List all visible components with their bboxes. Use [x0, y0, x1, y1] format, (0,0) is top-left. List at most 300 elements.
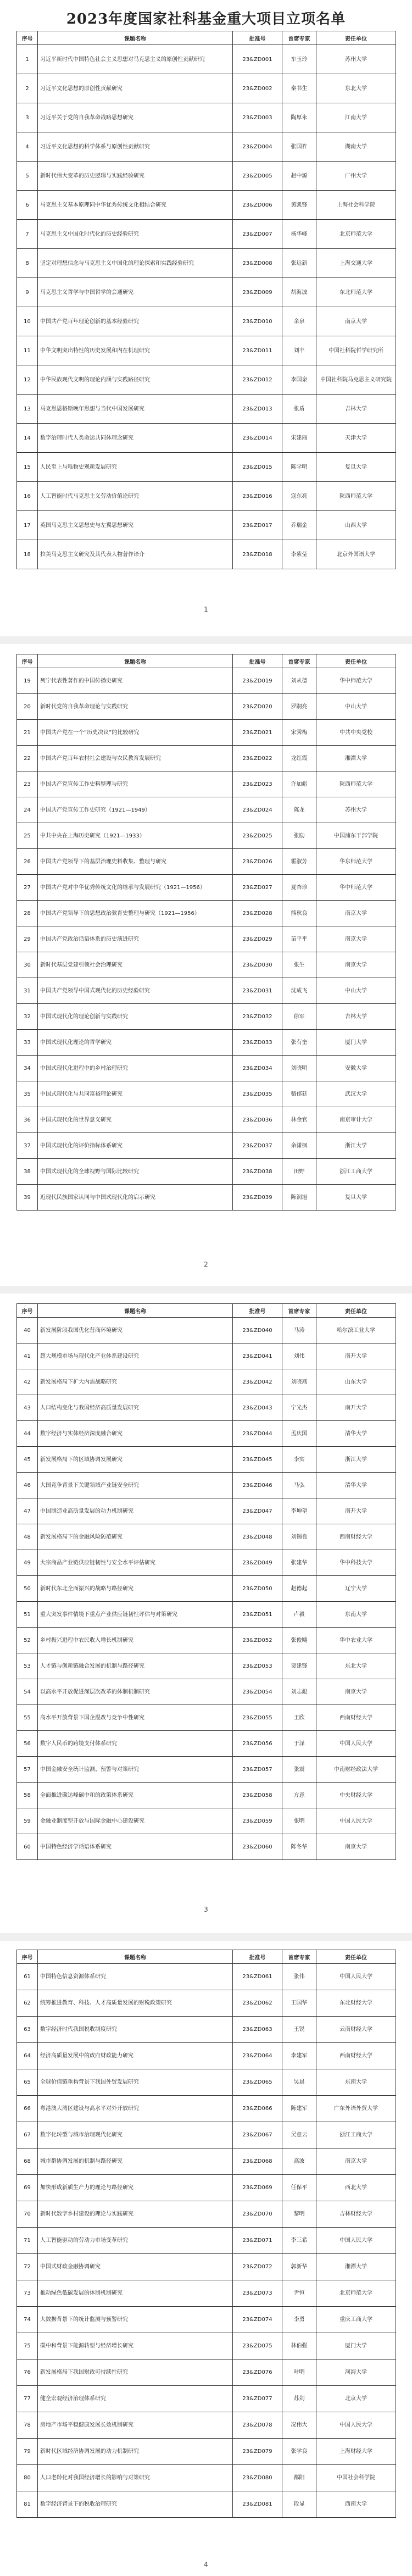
table-row	[17, 365, 396, 395]
table-row	[17, 2043, 396, 2069]
chief-expert: 吴意云	[282, 2122, 316, 2148]
approval-number: 23&ZD031	[233, 978, 282, 1004]
row-index: 58	[17, 1783, 38, 1808]
institution: 复旦大学	[316, 1185, 396, 1211]
chief-expert: 宋霁梅	[282, 720, 316, 746]
chief-expert: 乔瑞金	[282, 511, 316, 540]
institution: 安徽大学	[316, 1056, 396, 1081]
institution: 中国人民大学	[316, 2228, 396, 2254]
institution: 东北大学	[316, 1653, 396, 1679]
approval-number: 23&ZD026	[233, 849, 282, 875]
table-row	[17, 395, 396, 424]
project-title: 以高水平开放促进深层次改革的体制机制研究	[38, 1679, 233, 1705]
chief-expert: 张明	[282, 1808, 316, 1834]
approval-number: 23&ZD040	[233, 1318, 282, 1343]
institution: 湘潭大学	[316, 746, 396, 771]
chief-expert: 胡海波	[282, 278, 316, 307]
page-number: 1	[204, 606, 208, 613]
institution: 东北财经大学	[316, 1990, 396, 2017]
table-row	[17, 1808, 396, 1834]
approval-number: 23&ZD027	[233, 875, 282, 901]
chief-expert: 高波	[282, 2148, 316, 2175]
chief-expert: 苗平平	[282, 926, 316, 952]
chief-expert: 陈建军	[282, 2096, 316, 2122]
approval-number: 23&ZD025	[233, 823, 282, 849]
project-title: 新发展格局下扩大内需战略研究	[38, 1369, 233, 1395]
table-row	[17, 2122, 396, 2148]
chief-expert: 李坤望	[282, 1498, 316, 1524]
row-index: 64	[17, 2043, 38, 2069]
column-header: 责任单位	[316, 31, 396, 45]
project-title: 中华民族现代文明的理论内涵与实践路径研究	[38, 365, 233, 395]
project-title: 马克思主义基本原理同中华优秀传统文化相结合研究	[38, 191, 233, 220]
approval-number: 23&ZD056	[233, 1731, 282, 1757]
column-header: 责任单位	[316, 1304, 396, 1318]
row-index: 35	[17, 1081, 38, 1107]
table-row	[17, 1081, 396, 1107]
row-index: 22	[17, 746, 38, 771]
chief-expert: 余泉	[282, 307, 316, 336]
approval-number: 23&ZD062	[233, 1990, 282, 2017]
approval-number: 23&ZD018	[233, 540, 282, 569]
table-row	[17, 1159, 396, 1185]
chief-expert: 李紫莹	[282, 540, 316, 569]
chief-expert: 王国华	[282, 1990, 316, 2017]
approval-number: 23&ZD013	[233, 395, 282, 424]
table-row	[17, 1731, 396, 1757]
chief-expert: 刘丰	[282, 336, 316, 365]
institution: 浙江大学	[316, 1447, 396, 1473]
project-title: 全面推进碳达峰碳中和的政策体系研究	[38, 1783, 233, 1808]
approval-number: 23&ZD081	[233, 2491, 282, 2518]
approval-number: 23&ZD064	[233, 2043, 282, 2069]
institution: 华中师范大学	[316, 875, 396, 901]
approval-number: 23&ZD046	[233, 1473, 282, 1498]
project-title: 数字经济与实体经济深度融合研究	[38, 1421, 233, 1447]
row-index: 26	[17, 849, 38, 875]
project-title: 数字化转型与城市治理现代化研究	[38, 2122, 233, 2148]
institution: 浙江工商大学	[316, 2122, 396, 2148]
institution: 西南财经大学	[316, 2043, 396, 2069]
table-row	[17, 2148, 396, 2175]
project-title: 人工智能驱动的劳动力市场变革研究	[38, 2228, 233, 2254]
table-row	[17, 1990, 396, 2017]
project-title: 数字经济背景下的税收治理研究	[38, 2491, 233, 2518]
approval-number: 23&ZD052	[233, 1628, 282, 1653]
institution: 陕西师范大学	[316, 482, 396, 511]
row-index: 57	[17, 1757, 38, 1783]
approval-number: 23&ZD007	[233, 220, 282, 249]
approval-number: 23&ZD003	[233, 103, 282, 132]
row-index: 70	[17, 2201, 38, 2228]
row-index: 29	[17, 926, 38, 952]
chief-expert: 赵德起	[282, 1576, 316, 1602]
chief-expert: 寇东亮	[282, 482, 316, 511]
institution: 东北大学	[316, 74, 396, 103]
chief-expert: 吴晨	[282, 2069, 316, 2096]
approval-number: 23&ZD061	[233, 1964, 282, 1990]
chief-expert: 张励	[282, 823, 316, 849]
row-index: 75	[17, 2333, 38, 2360]
chief-expert: 张盾	[282, 395, 316, 424]
row-index: 55	[17, 1705, 38, 1731]
institution: 中共中央党校	[316, 720, 396, 746]
approval-number: 23&ZD020	[233, 694, 282, 720]
column-header: 责任单位	[316, 654, 396, 668]
column-header: 责任单位	[316, 1950, 396, 1964]
project-title: 数字治理时代人类命运共同体理念研究	[38, 424, 233, 453]
project-title: 新时代党的自我革命理论与实践研究	[38, 694, 233, 720]
table-row	[17, 1576, 396, 1602]
approval-number: 23&ZD063	[233, 2017, 282, 2043]
chief-expert: 刘志彪	[282, 1679, 316, 1705]
page-number: 4	[204, 2561, 208, 2568]
chief-expert: 黄凯锋	[282, 191, 316, 220]
institution: 华中农业大学	[316, 1628, 396, 1653]
institution: 华中科技大学	[316, 1550, 396, 1576]
institution: 中国人民大学	[316, 1808, 396, 1834]
project-title: 中国共产党百年农村社会建设与农民教育发展研究	[38, 746, 233, 771]
table-page-4	[16, 1950, 396, 2518]
table-row	[17, 2307, 396, 2333]
table-page-1	[16, 31, 396, 569]
institution: 南京大学	[316, 901, 396, 926]
row-index: 2	[17, 74, 38, 103]
institution: 吉林大学	[316, 1004, 396, 1030]
chief-expert: 熊秋良	[282, 901, 316, 926]
table-row	[17, 797, 396, 823]
table-row	[17, 249, 396, 278]
approval-number: 23&ZD023	[233, 771, 282, 797]
approval-number: 23&ZD028	[233, 901, 282, 926]
table-row	[17, 1524, 396, 1550]
institution: 云南财经大学	[316, 2017, 396, 2043]
project-title: 中国共产党对中华优秀传统文化的继承与发展研究（1921—1956）	[38, 875, 233, 901]
page-number: 2	[204, 1261, 208, 1268]
institution: 广东外语外贸大学	[316, 2096, 396, 2122]
approval-number: 23&ZD065	[233, 2069, 282, 2096]
table-row	[17, 162, 396, 191]
table-row	[17, 1964, 396, 1990]
approval-number: 23&ZD037	[233, 1133, 282, 1159]
approval-number: 23&ZD005	[233, 162, 282, 191]
table-row	[17, 278, 396, 307]
project-title: 中国式现代化的评价指标体系研究	[38, 1133, 233, 1159]
table-header-row	[17, 654, 396, 668]
row-index: 46	[17, 1473, 38, 1498]
chief-expert: 孟庆国	[282, 1421, 316, 1447]
row-index: 23	[17, 771, 38, 797]
row-index: 40	[17, 1318, 38, 1343]
project-title: 全球价值链重构背景下我国外贸发展研究	[38, 2069, 233, 2096]
chief-expert: 李国泉	[282, 365, 316, 395]
table-header-row	[17, 1950, 396, 1964]
table-row	[17, 1133, 396, 1159]
approval-number: 23&ZD017	[233, 511, 282, 540]
table-row	[17, 2280, 396, 2307]
chief-expert: 马涛	[282, 1318, 316, 1343]
table-row	[17, 132, 396, 162]
approval-number: 23&ZD012	[233, 365, 282, 395]
table-row	[17, 2175, 396, 2201]
project-table	[16, 654, 396, 1211]
institution: 中国人民大学	[316, 1964, 396, 1990]
project-title: 习近平关于党的自我革命战略思想研究	[38, 103, 233, 132]
chief-expert: 陶厚永	[282, 103, 316, 132]
institution: 中山大学	[316, 694, 396, 720]
chief-expert: 刘晓明	[282, 1056, 316, 1081]
chief-expert: 余潇枫	[282, 1133, 316, 1159]
institution: 南开大学	[316, 1395, 396, 1421]
table-row	[17, 511, 396, 540]
chief-expert: 况伟大	[282, 2412, 316, 2439]
institution: 西南财经大学	[316, 1705, 396, 1731]
row-index: 41	[17, 1343, 38, 1369]
institution: 武汉大学	[316, 1081, 396, 1107]
column-header: 首席专家	[282, 31, 316, 45]
table-row	[17, 875, 396, 901]
row-index: 62	[17, 1990, 38, 2017]
row-index: 45	[17, 1447, 38, 1473]
page-number: 3	[204, 1906, 208, 1913]
institution: 北京师范大学	[316, 220, 396, 249]
project-title: 中国式现代化的理论创新与实践研究	[38, 1004, 233, 1030]
project-title: 大宗商品产业链供应链韧性与安全水平评估研究	[38, 1550, 233, 1576]
row-index: 71	[17, 2228, 38, 2254]
column-header: 课题名称	[38, 654, 233, 668]
row-index: 47	[17, 1498, 38, 1524]
project-title: 高水平开放背景下国企混改与竞争中性研究	[38, 1705, 233, 1731]
approval-number: 23&ZD039	[233, 1185, 282, 1211]
project-title: 大国竞争背景下关键领域产业链安全研究	[38, 1473, 233, 1498]
column-header: 序号	[17, 1950, 38, 1964]
project-title: 中国共产党宣传工作史研究（1921—1949）	[38, 797, 233, 823]
approval-number: 23&ZD029	[233, 926, 282, 952]
project-title: 新时代数字乡村建设的理论与实践研究	[38, 2201, 233, 2228]
table-row	[17, 1757, 396, 1783]
row-index: 76	[17, 2360, 38, 2386]
row-index: 53	[17, 1653, 38, 1679]
approval-number: 23&ZD055	[233, 1705, 282, 1731]
chief-expert: 罗嗣亮	[282, 694, 316, 720]
row-index: 10	[17, 307, 38, 336]
table-row	[17, 771, 396, 797]
row-index: 77	[17, 2386, 38, 2412]
project-table	[16, 31, 396, 569]
project-title: 习近平文化思想的原创性贡献研究	[38, 74, 233, 103]
table-row	[17, 74, 396, 103]
project-title: 中国制造业高质量发展的动力机制研究	[38, 1498, 233, 1524]
table-row	[17, 2069, 396, 2096]
column-header: 课题名称	[38, 1950, 233, 1964]
project-table	[16, 1303, 396, 1860]
approval-number: 23&ZD070	[233, 2201, 282, 2228]
row-index: 27	[17, 875, 38, 901]
institution: 南京大学	[316, 2148, 396, 2175]
chief-expert: 苏剑	[282, 2386, 316, 2412]
chief-expert: 任保平	[282, 2175, 316, 2201]
project-title: 中国特色经济学话语体系研究	[38, 1834, 233, 1860]
table-row	[17, 1498, 396, 1524]
project-title: 统筹推进教育、科技、人才高质量发展的财税政策研究	[38, 1990, 233, 2017]
approval-number: 23&ZD053	[233, 1653, 282, 1679]
institution: 中央财经大学	[316, 1783, 396, 1808]
chief-expert: 陈学明	[282, 453, 316, 482]
chief-expert: 陈冬华	[282, 1834, 316, 1860]
project-title: 重大突发事件情境下重点产业供应链韧性评估与对策研究	[38, 1602, 233, 1628]
column-header: 批准号	[233, 31, 282, 45]
table-row	[17, 1056, 396, 1081]
institution: 中国社会科学院	[316, 2465, 396, 2491]
institution: 华中师范大学	[316, 668, 396, 694]
project-title: 新时代伟大变革的历史逻辑与实践经验研究	[38, 162, 233, 191]
row-index: 7	[17, 220, 38, 249]
chief-expert: 许加彪	[282, 771, 316, 797]
institution: 东南大学	[316, 2069, 396, 2096]
row-index: 69	[17, 2175, 38, 2201]
table-row	[17, 694, 396, 720]
chief-expert: 方意	[282, 1783, 316, 1808]
chief-expert: 张建华	[282, 1550, 316, 1576]
column-header: 课题名称	[38, 1304, 233, 1318]
institution: 中国人民大学	[316, 2412, 396, 2439]
row-index: 6	[17, 191, 38, 220]
row-index: 39	[17, 1185, 38, 1211]
row-index: 36	[17, 1107, 38, 1133]
project-title: 人口老龄化对我国经济增长的影响与对策研究	[38, 2465, 233, 2491]
project-title: 中国金融安全统计监测、预警与对策研究	[38, 1757, 233, 1783]
table-row	[17, 2254, 396, 2280]
project-title: 习近平文化思想的科学体系与原创性贡献研究	[38, 132, 233, 162]
institution: 南京大学	[316, 1679, 396, 1705]
approval-number: 23&ZD035	[233, 1081, 282, 1107]
chief-expert: 刘晓燕	[282, 1369, 316, 1395]
chief-expert: 都阳	[282, 2465, 316, 2491]
institution: 山东大学	[316, 1369, 396, 1395]
institution: 天津大学	[316, 424, 396, 453]
approval-number: 23&ZD048	[233, 1524, 282, 1550]
table-row	[17, 1653, 396, 1679]
institution: 清华大学	[316, 1421, 396, 1447]
project-title: 城市群协调发展的机制与路径研究	[38, 2148, 233, 2175]
project-title: 中国式现代化的全球视野与国际比较研究	[38, 1159, 233, 1185]
project-title: 大数据背景下的统计监测与预警研究	[38, 2307, 233, 2333]
column-header: 批准号	[233, 1304, 282, 1318]
table-header-row	[17, 31, 396, 45]
row-index: 32	[17, 1004, 38, 1030]
row-index: 20	[17, 694, 38, 720]
row-index: 25	[17, 823, 38, 849]
row-index: 81	[17, 2491, 38, 2518]
row-index: 8	[17, 249, 38, 278]
project-title: 新发展阶段我国优化营商环境研究	[38, 1318, 233, 1343]
chief-expert: 刘从德	[282, 668, 316, 694]
institution: 北京外国语大学	[316, 540, 396, 569]
chief-expert: 李实	[282, 1447, 316, 1473]
approval-number: 23&ZD001	[233, 45, 282, 74]
column-header: 序号	[17, 1304, 38, 1318]
project-title: 新时代基层党建引领社会治理研究	[38, 952, 233, 978]
chief-expert: 尹恒	[282, 2280, 316, 2307]
institution: 南京大学	[316, 926, 396, 952]
chief-expert: 于泽	[282, 1731, 316, 1757]
row-index: 18	[17, 540, 38, 569]
row-index: 3	[17, 103, 38, 132]
column-header: 课题名称	[38, 31, 233, 45]
project-title: 超大规模市场与现代化产业体系建设研究	[38, 1343, 233, 1369]
approval-number: 23&ZD069	[233, 2175, 282, 2201]
chief-expert: 张俊飚	[282, 1628, 316, 1653]
row-index: 67	[17, 2122, 38, 2148]
chief-expert: 林金官	[282, 1107, 316, 1133]
chief-expert: 霍淑芳	[282, 849, 316, 875]
approval-number: 23&ZD024	[233, 797, 282, 823]
institution: 上海交通大学	[316, 249, 396, 278]
row-index: 14	[17, 424, 38, 453]
chief-expert: 沈成飞	[282, 978, 316, 1004]
table-row	[17, 2360, 396, 2386]
project-title: 中国式现代化理论的哲学研究	[38, 1030, 233, 1056]
chief-expert: 徐军	[282, 1004, 316, 1030]
chief-expert: 秦书生	[282, 74, 316, 103]
table-row	[17, 1705, 396, 1731]
approval-number: 23&ZD011	[233, 336, 282, 365]
chief-expert: 宋建丽	[282, 424, 316, 453]
project-title: 粤港澳大湾区建设与高水平对外开放研究	[38, 2096, 233, 2122]
row-index: 34	[17, 1056, 38, 1081]
chief-expert: 刘伟	[282, 1343, 316, 1369]
row-index: 30	[17, 952, 38, 978]
approval-number: 23&ZD058	[233, 1783, 282, 1808]
table-row	[17, 1318, 396, 1343]
chief-expert: 陈龙	[282, 797, 316, 823]
approval-number: 23&ZD073	[233, 2280, 282, 2307]
row-index: 43	[17, 1395, 38, 1421]
row-index: 19	[17, 668, 38, 694]
row-index: 42	[17, 1369, 38, 1395]
row-index: 78	[17, 2412, 38, 2439]
table-row	[17, 1447, 396, 1473]
table-row	[17, 482, 396, 511]
table-row	[17, 1628, 396, 1653]
institution: 中山大学	[316, 978, 396, 1004]
table-row	[17, 1107, 396, 1133]
institution: 吉林大学	[316, 395, 396, 424]
project-title: 新发展格局下的金融风险防范研究	[38, 1524, 233, 1550]
table-row	[17, 668, 396, 694]
table-row	[17, 746, 396, 771]
approval-number: 23&ZD077	[233, 2386, 282, 2412]
table-row	[17, 540, 396, 569]
table-row	[17, 2017, 396, 2043]
project-title: 马克思主义中国化时代化的历史经验研究	[38, 220, 233, 249]
table-row	[17, 978, 396, 1004]
approval-number: 23&ZD016	[233, 482, 282, 511]
institution: 苏州大学	[316, 797, 396, 823]
row-index: 28	[17, 901, 38, 926]
approval-number: 23&ZD049	[233, 1550, 282, 1576]
approval-number: 23&ZD008	[233, 249, 282, 278]
table-page-2	[16, 654, 396, 1211]
table-row	[17, 2333, 396, 2360]
chief-expert: 车玉玲	[282, 45, 316, 74]
project-title: 金融业制度型开放与国际金融中心建设研究	[38, 1808, 233, 1834]
chief-expert: 王欣	[282, 1705, 316, 1731]
table-row	[17, 307, 396, 336]
project-title: 中国式现代化的世界意义研究	[38, 1107, 233, 1133]
project-title: 中华文明突出特性的历史发展和内在机理研究	[38, 336, 233, 365]
institution: 南开大学	[316, 1343, 396, 1369]
